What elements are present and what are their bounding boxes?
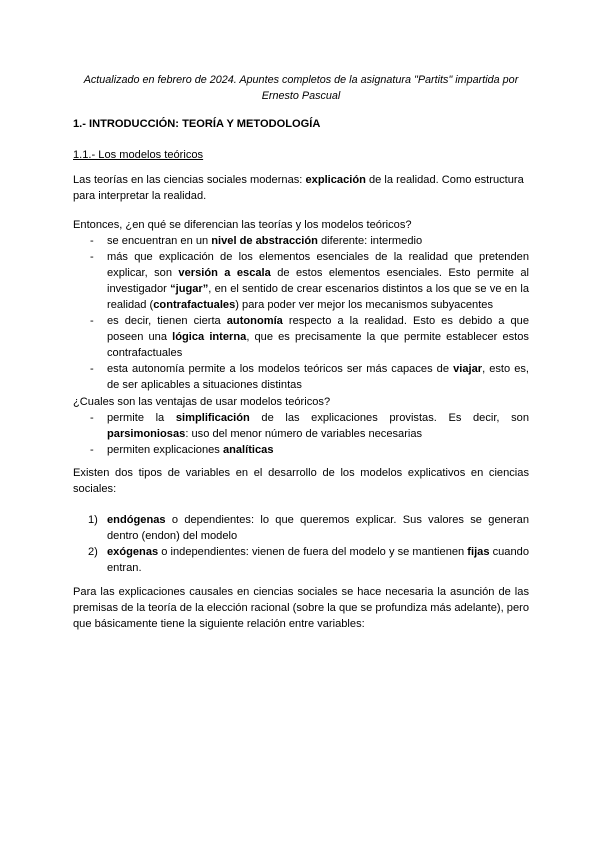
header-note: Actualizado en febrero de 2024. Apuntes completos de la asignatura "Partits" impartida por Ernesto Pascual: [83, 74, 519, 102]
subsection-title: 1.1.- Los modelos teóricos: [73, 149, 204, 161]
list-item: - permite la simplificación de las explicaciones provistas. Es decir, son parsimoniosas: uso del menor número de variables necesarias: [73, 410, 529, 442]
paragraph-theories: Las teorías en las ciencias sociales modernas: explicación de la realidad. Como estructura para interpretar la realidad.: [73, 174, 524, 202]
differences-list: [73, 233, 529, 393]
paragraph-causal-explanations: Para las explicaciones causales en ciencias sociales se hace necesaria la asunción de las premisas de la teoría de la elección racional (sobre la que se profundiza más adelante), pero que básicamente tiene la siguiente relación entre variables:: [73, 586, 529, 630]
section-title: 1.- INTRODUCCIÓN: TEORÍA Y METODOLOGÍA: [73, 118, 321, 130]
variable-types-list: [73, 512, 529, 576]
section-differences: [73, 217, 529, 393]
differences-question: Entonces, ¿en qué se diferencian las teorías y los modelos teóricos?: [73, 219, 412, 231]
advantages-list: [73, 410, 529, 458]
list-item: - se encuentran en un nivel de abstracción diferente: intermedio: [73, 233, 529, 249]
list-item: - es decir, tienen cierta autonomía respecto a la realidad. Esto es debido a que poseen una lógica interna, que es precisamente la que permite establecer estos contrafactuales: [73, 313, 529, 361]
list-item: 2) exógenas o independientes: vienen de fuera del modelo y se mantienen fijas cuando entran.: [88, 546, 529, 574]
advantages-question: ¿Cuales son las ventajas de usar modelos teóricos?: [73, 396, 331, 408]
list-item: 1) endógenas o dependientes: lo que queremos explicar. Sus valores se generan dentro (endon) del modelo: [88, 514, 529, 542]
list-item: - esta autonomía permite a los modelos teóricos ser más capaces de viajar, esto es, de ser aplicables a situaciones distintas: [73, 361, 529, 393]
section-advantages: [73, 394, 529, 458]
paragraph-variable-types: Existen dos tipos de variables en el desarrollo de los modelos explicativos en ciencias sociales:: [73, 467, 529, 495]
list-item: - más que explicación de los elementos esenciales de la realidad que pretenden explicar, son versión a escala de estos elementos esenciales. Esto permite al investigador “jugar”, en el sentido de crear escenarios distintos a los que se ve en la realidad (contrafactuales) para poder ver mejor los mecanismos subyacentes: [73, 249, 529, 313]
list-item: - permiten explicaciones analíticas: [73, 442, 529, 458]
